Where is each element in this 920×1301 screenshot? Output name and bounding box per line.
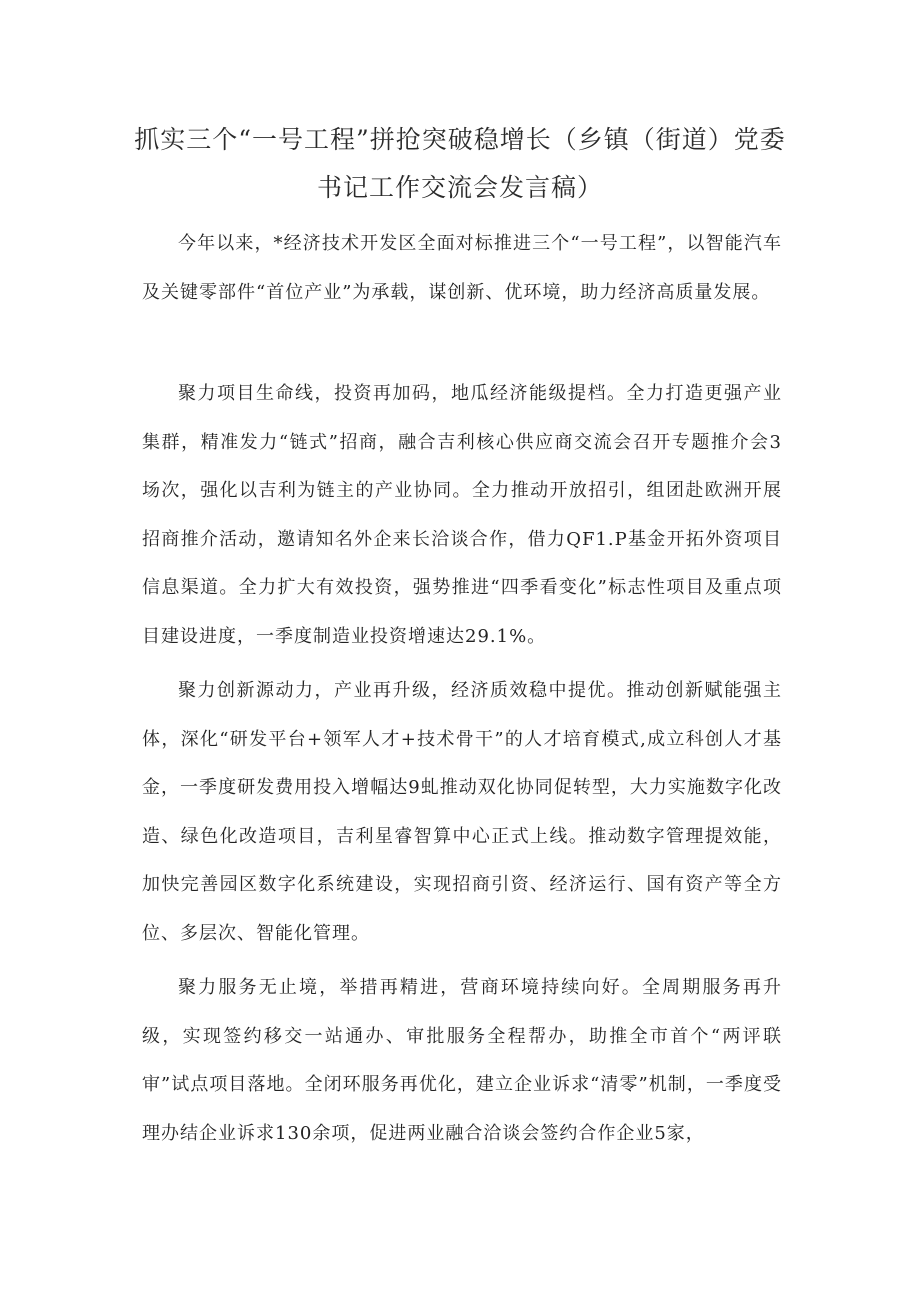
paragraph-service: 聚力服务无止境，举措再精进，营商环境持续向好。全周期服务再升级，实现签约移交一站通办、审批服务全程帮办，助推全市首个“两评联审”试点项目落地。全闭环服务再优化，建立企业诉求“清零”机制，一季度受理办结企业诉求130余项，促进两业融合洽谈会签约合作企业5家， [142,977,782,1144]
paragraph-intro: 今年以来，*经济技术开发区全面对标推进三个“一号工程”，以智能汽车及关键零部件“首位产业”为承载，谋创新、优环境，助力经济高质量发展。 [142,233,782,303]
paragraph-innovation: 聚力创新源动力，产业再升级，经济质效稳中提优。推动创新赋能强主体，深化“研发平台+领军人才+技术骨干”的人才培育模式,成立科创人才基金，一季度研发费用投入增幅达9虬推动双化协同促转型，大力实施数字化改造、绿色化改造项目，吉利星睿智算中心正式上线。推动数字管理提效能，加快完善园区数字化系统建设，实现招商引资、经济运行、国有资产等全方位、多层次、智能化管理。 [142,680,782,944]
paragraph-investment: 聚力项目生命线，投资再加码，地瓜经济能级提档。全力打造更强产业集群，精准发力“链式”招商，融合吉利核心供应商交流会召开专题推介会3场次，强化以吉利为链主的产业协同。全力推动开放招引，组团赴欧洲开展招商推介活动，邀请知名外企来长洽谈合作，借力QF1.P基金开拓外资项目信息渠道。全力扩大有效投资，强势推进“四季看变化”标志性项目及重点项目建设进度，一季度制造业投资增速达29.1%。 [142,383,782,647]
document-title-line-2: 书记工作交流会发言稿） [316,173,603,202]
document-title-line-1: 抓实三个“一号工程”拼抢突破稳增长（乡镇（街道）党委 [134,125,786,154]
